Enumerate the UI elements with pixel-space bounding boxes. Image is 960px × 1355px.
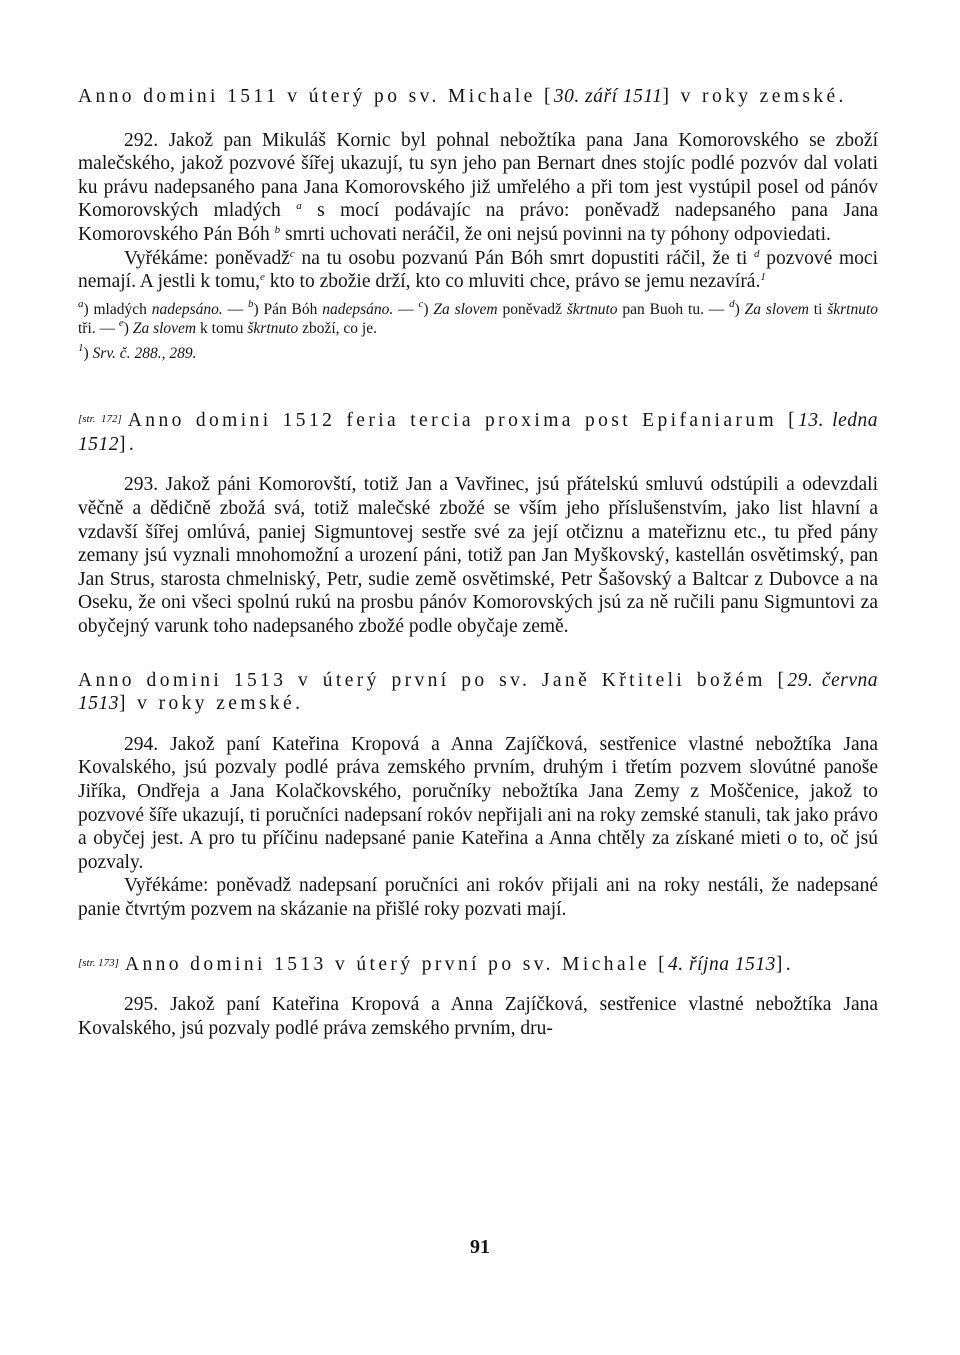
section-heading-1513-october: [str. 173] Anno domini 1513 v úterý první po sv. Michale [4. října 1513]. [78,953,795,975]
entry-294: 294. Jakož paní Kateřina Kropová a Anna Zajíčková, sestřenice vlastné nebožtíka Jana Kovalského, jsú pozvaly podlé práva zemského prvním, druhým i třetím pozvem slovútné panoše Jiříka, Ondřeja a Jana Kolačkovského, poručníky nebožtíka Jana Zemy z Moščenice, jakož to pozvové šíře ukazují, ti poručníci nadepsaní rokóv nepřijali ani na roky zemské stanuli, tak jako právo a obyčej jest. A pro tu příčinu nadepsané panie Kateřina a Anna chtěly za získané mieti o to, oč jsú pozvaly. [78,733,879,873]
entry-number: 293. [124,474,159,496]
section-heading-1512: [str. 172] Anno domini 1512 feria tercia proxima post Epifaniarum [13. ledna 1512]. [78,410,878,455]
footnote-marker: 1 [760,271,766,284]
entry-number: 295. [124,994,159,1016]
footnote-marker: b [274,223,281,236]
critical-notes-292 [78,297,879,338]
reference-note: $^1$) Srv. č. 288., 289. [78,341,197,362]
entry-number: 292. [124,129,159,151]
entry-293: 293. Jakož páni Komorovští, totiž Jan a Vavřinec, jsú přátelskú smluvú odstúpili a odevzdali věčně a dědičně zbožá svá, totiž malečské zbožé se vším jeho příslušenstvím, jako list hlavní a vzdavší šířej omlúvá, paniej Sigmuntovej sestře své za její otčiznu a mateřiznu etc., tu před pány zemany jsú vyznali mnohomožní a urození páni, totiž pan Jan Myškovský, kastellán osvětimský, pan Jan Strus, starosta chmelniský, Petr, sudie země osvětimské, Petr Šašovský a Baltcar z Dubovce a na Oseku, že oni všeci spolnú rukú na prosbu pánóv Komorovských jsú za ně ručili panu Sigmuntovi za obyčejný varunk toho nadepsaného zbožé podle obyčaje země. [78,474,879,637]
footnote-marker: e [260,271,265,284]
page-reference-mark: [str. 172] [78,413,122,426]
section-heading-1511: Anno domini 1511 v úterý po sv. Michale [30. září 1511] v roky zemské. [78,86,847,107]
page-number: 91 [470,1236,490,1258]
footnote-marker: c [289,247,295,260]
entry-292: 292. Jakož pan Mikuláš Kornic byl pohnal nebožtíka pana Jana Komorovského se zboží malečského, jakož pozvové šířej ukazují, tu syn jeho pan Bernart dnes stojíc podlé pozvóv dal volati ku právu nadepsaného pana Jana Komorovského již umřelého a při tom jest vystúpil posel od pánóv Komorovských mladých $^a$ s mocí podávajíc na právo: poněvadž nadepsaného pana Jana Komorovského Pán Bóh $^b$ smrti uchovati neráčil, že oni nejsú povinni na ty póhony odpoviedati. [78,129,879,245]
verdict-292: Vyřékáme: poněvadž$^c$ na tu osobu pozvanú Pán Bóh smrt dopustiti ráčil, že ti $^d$ pozvové moci nemají. A jestli k tomu,$^e$ kto to zbožie drží, kto co mluviti chce, právo se jemu nezavírá.$^1$ [78,247,878,293]
page-reference-mark: [str. 173] [78,956,119,969]
entry-295: 295. Jakož paní Kateřina Kropová a Anna Zajíčková, sestřenice vlastné nebožtíka Jana Kovalského, jsú pozvaly podlé práva zemského prvním, dru- [78,994,879,1039]
section-heading-1513-june: Anno domini 1513 v úterý první po sv. Janě Křtiteli božém [29. června 1513] v roky zemské. [78,669,878,715]
entry-number: 294. [124,733,159,755]
footnote-text: $^a$) mladých nadepsáno. — $^b$) Pán Bóh nadepsáno. — $^c$) Za slovem poněvadž škrtnuto pan Buoh tu. — $^d$) Za slovem ti škrtnuto tři. — $^e$) Za slovem k tomu škrtnuto zboží, co je. [78,297,879,337]
page-body [78,85,878,1040]
footnote-marker: d [754,247,760,260]
verdict-294: Vyřékáme: poněvadž nadepsaní poručníci ani rokóv přijali ani na roky nestáli, že nadepsané panie čtvrtým pozvem na skázanie na přišlé roky pozvati mají. [78,875,878,920]
footnote-marker: a [296,200,302,213]
